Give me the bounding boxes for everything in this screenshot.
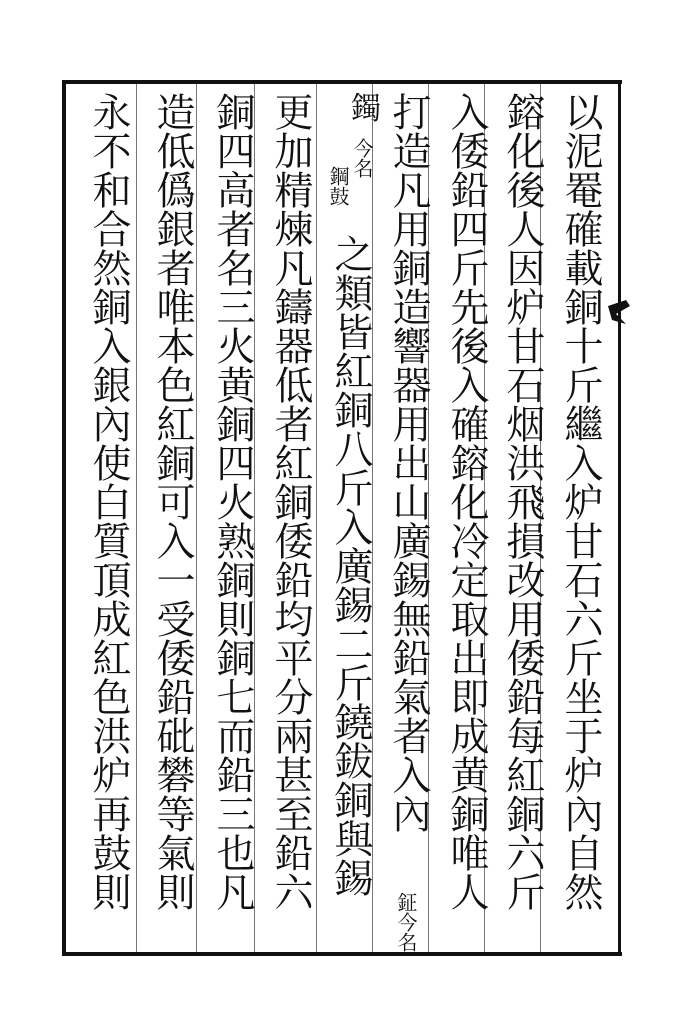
column-5-head-char: 鐲 xyxy=(345,92,380,122)
fold-mark-icon xyxy=(608,300,630,326)
text-column-6: 更加精煉凡鑄器低者紅銅倭鉛均平分兩甚至鉛六 xyxy=(268,92,313,911)
column-5-small-note-right: 今名 xyxy=(350,138,374,178)
column-4-annotation: 鉦今名 xyxy=(394,892,418,952)
frame-right-rule xyxy=(618,80,621,956)
text-column-8: 造低僞銀者唯本色紅銅可入一受倭鉛砒礬等氣則 xyxy=(150,92,195,911)
column-divider xyxy=(196,84,197,952)
text-column-1: 以泥罨確載銅十斤繼入炉甘石六斤坐于炉內自然 xyxy=(558,92,603,911)
text-column-3: 入倭鉛四斤先後入確鎔化冷定取出即成黄銅唯人 xyxy=(444,92,489,911)
column-5-main-text: 之類皆紅銅八斤入廣錫二斤鐃鈸銅與錫 xyxy=(328,234,373,897)
column-5-small-note-left: 鋼鼓 xyxy=(326,166,350,206)
column-divider xyxy=(316,84,317,952)
frame-top-rule xyxy=(62,80,622,84)
text-column-9: 永不和合然銅入銀內使白質頂成紅色洪炉再鼓則 xyxy=(86,92,131,911)
text-column-7: 銅四高者名三火黄銅四火熟銅則銅七而鉛三也凡 xyxy=(210,92,255,911)
text-column-2: 鎔化後人因炉甘石烟洪飛損改用倭鉛每紅銅六斤 xyxy=(500,92,545,911)
frame-left-rule xyxy=(62,80,66,956)
column-4-main-text: 打造凡用銅造響器用出山廣錫無鉛氣者入內 xyxy=(386,92,431,833)
frame-bottom-rule xyxy=(62,952,622,956)
column-divider xyxy=(136,84,137,952)
